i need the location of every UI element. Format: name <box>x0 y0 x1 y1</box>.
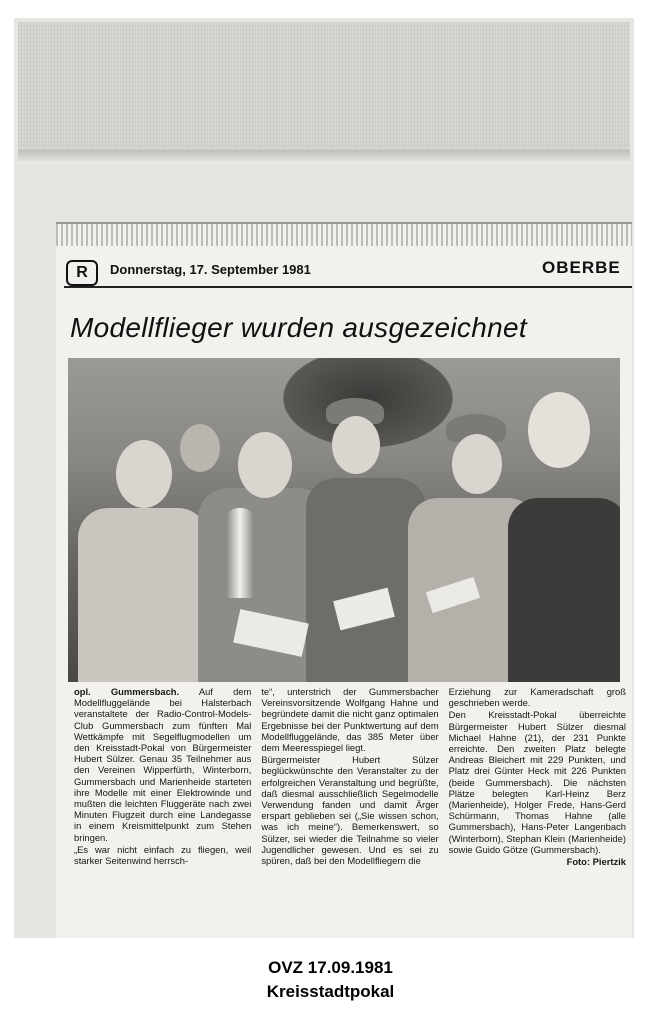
group-photo <box>68 358 620 682</box>
article-body <box>74 686 626 934</box>
article-paragraph: „Es war nicht einfach zu fliegen, weil starker Seitenwind herrsch- <box>74 843 252 867</box>
paper-backing <box>18 22 630 162</box>
trophy-icon <box>226 508 254 598</box>
torn-edge <box>56 224 632 246</box>
article-paragraph: Bürgermeister Hubert Sülzer beglückwünschte den Veranstalter zu der erfolgreichen Veranstaltung und begrüßte, daß diesmal ausschließlich Segelmodelle Verwendung fanden und damit Ärger erspart geblieben sei („Sie wissen schon, was ich meine“). Bemerkenswert, so Sülzer, sei wieder die Teilnahme so vieler Jugendlicher gewesen. Und es sei zu spüren, daß bei den Modellfliegern die <box>261 754 439 867</box>
person-figure <box>78 508 208 682</box>
caption-date: OVZ 17.09.1981 <box>268 958 393 977</box>
headline: Modellflieger wurden ausgezeichnet <box>70 312 527 343</box>
person-head <box>452 434 502 494</box>
article-dateline: opl. Gummersbach. <box>74 686 180 697</box>
section-name: OBERBE <box>542 258 621 277</box>
paper-fold <box>18 150 630 164</box>
person-head <box>116 440 172 508</box>
person-head <box>332 416 380 474</box>
person-head <box>180 424 220 472</box>
article-paragraph: Erziehung zur Kameradschaft groß geschrieben werde. <box>448 686 626 709</box>
person-figure <box>508 498 620 682</box>
article-column-3 <box>449 686 626 934</box>
newspaper-logo-icon: R <box>66 260 98 286</box>
caption-title: Kreisstadtpokal <box>266 982 395 1001</box>
article-column-2 <box>261 686 438 934</box>
header-rule <box>64 286 632 288</box>
newspaper-clipping <box>56 222 632 938</box>
photo-credit: Foto: Piertzik <box>566 856 626 868</box>
person-head <box>528 392 590 468</box>
article-paragraph: te“, unterstrich der Gummersbacher Vereinsvorsitzende Wolfgang Hahne und begründete damit die nicht ganz optimalen Ergebnisse bei der Punktwertung auf dem Modellfluggelände, das 385 Meter über dem Meeresspiegel liegt. <box>261 686 439 754</box>
person-head <box>238 432 292 498</box>
article-paragraph: Auf dem Modellfluggelände bei Halsterbach veranstaltete der Radio-Control-Models-Club Gummersbach zum fünften Mal Wettkämpfe mit Segelflugmodellen um den Kreisstadt-Pokal von Bürgermeister Hubert Sülzer. Genau 35 Teilnehmer aus den Vereinen Wipperfürth, Winterborn, Gummersbach und Marienheide starteten ihre Modelle mit einer Elektrowinde und mußten die leichten Fluggeräte nach zwei Minuten Flugzeit durch eine Landegasse in einem Kreismittelpunkt zum Stehen bringen. <box>74 686 252 843</box>
issue-date: Donnerstag, 17. September 1981 <box>110 262 311 277</box>
article-paragraph: Den Kreisstadt-Pokal überreichte Bürgermeister Hubert Sülzer diesmal Michael Hahne (21), der 231 Punkte erreichte. Den zweiten Platz belegte Andreas Bleichert mit 229 Punkten, und Platz drei Günter Heck mit 226 Punkten (beide Gummersbach). Die nächsten Plätze belegten Karl-Heinz Berz (Marienheide), Holger Frede, Hans-Gerd Schürmann, Thomas Hahne (alle Gummersbach), Hans-Peter Langenbach (Winterborn), Stephan Klein (Marienheide) sowie Guido Götze (Gummersbach). <box>448 709 626 855</box>
article-column-1 <box>74 686 251 934</box>
